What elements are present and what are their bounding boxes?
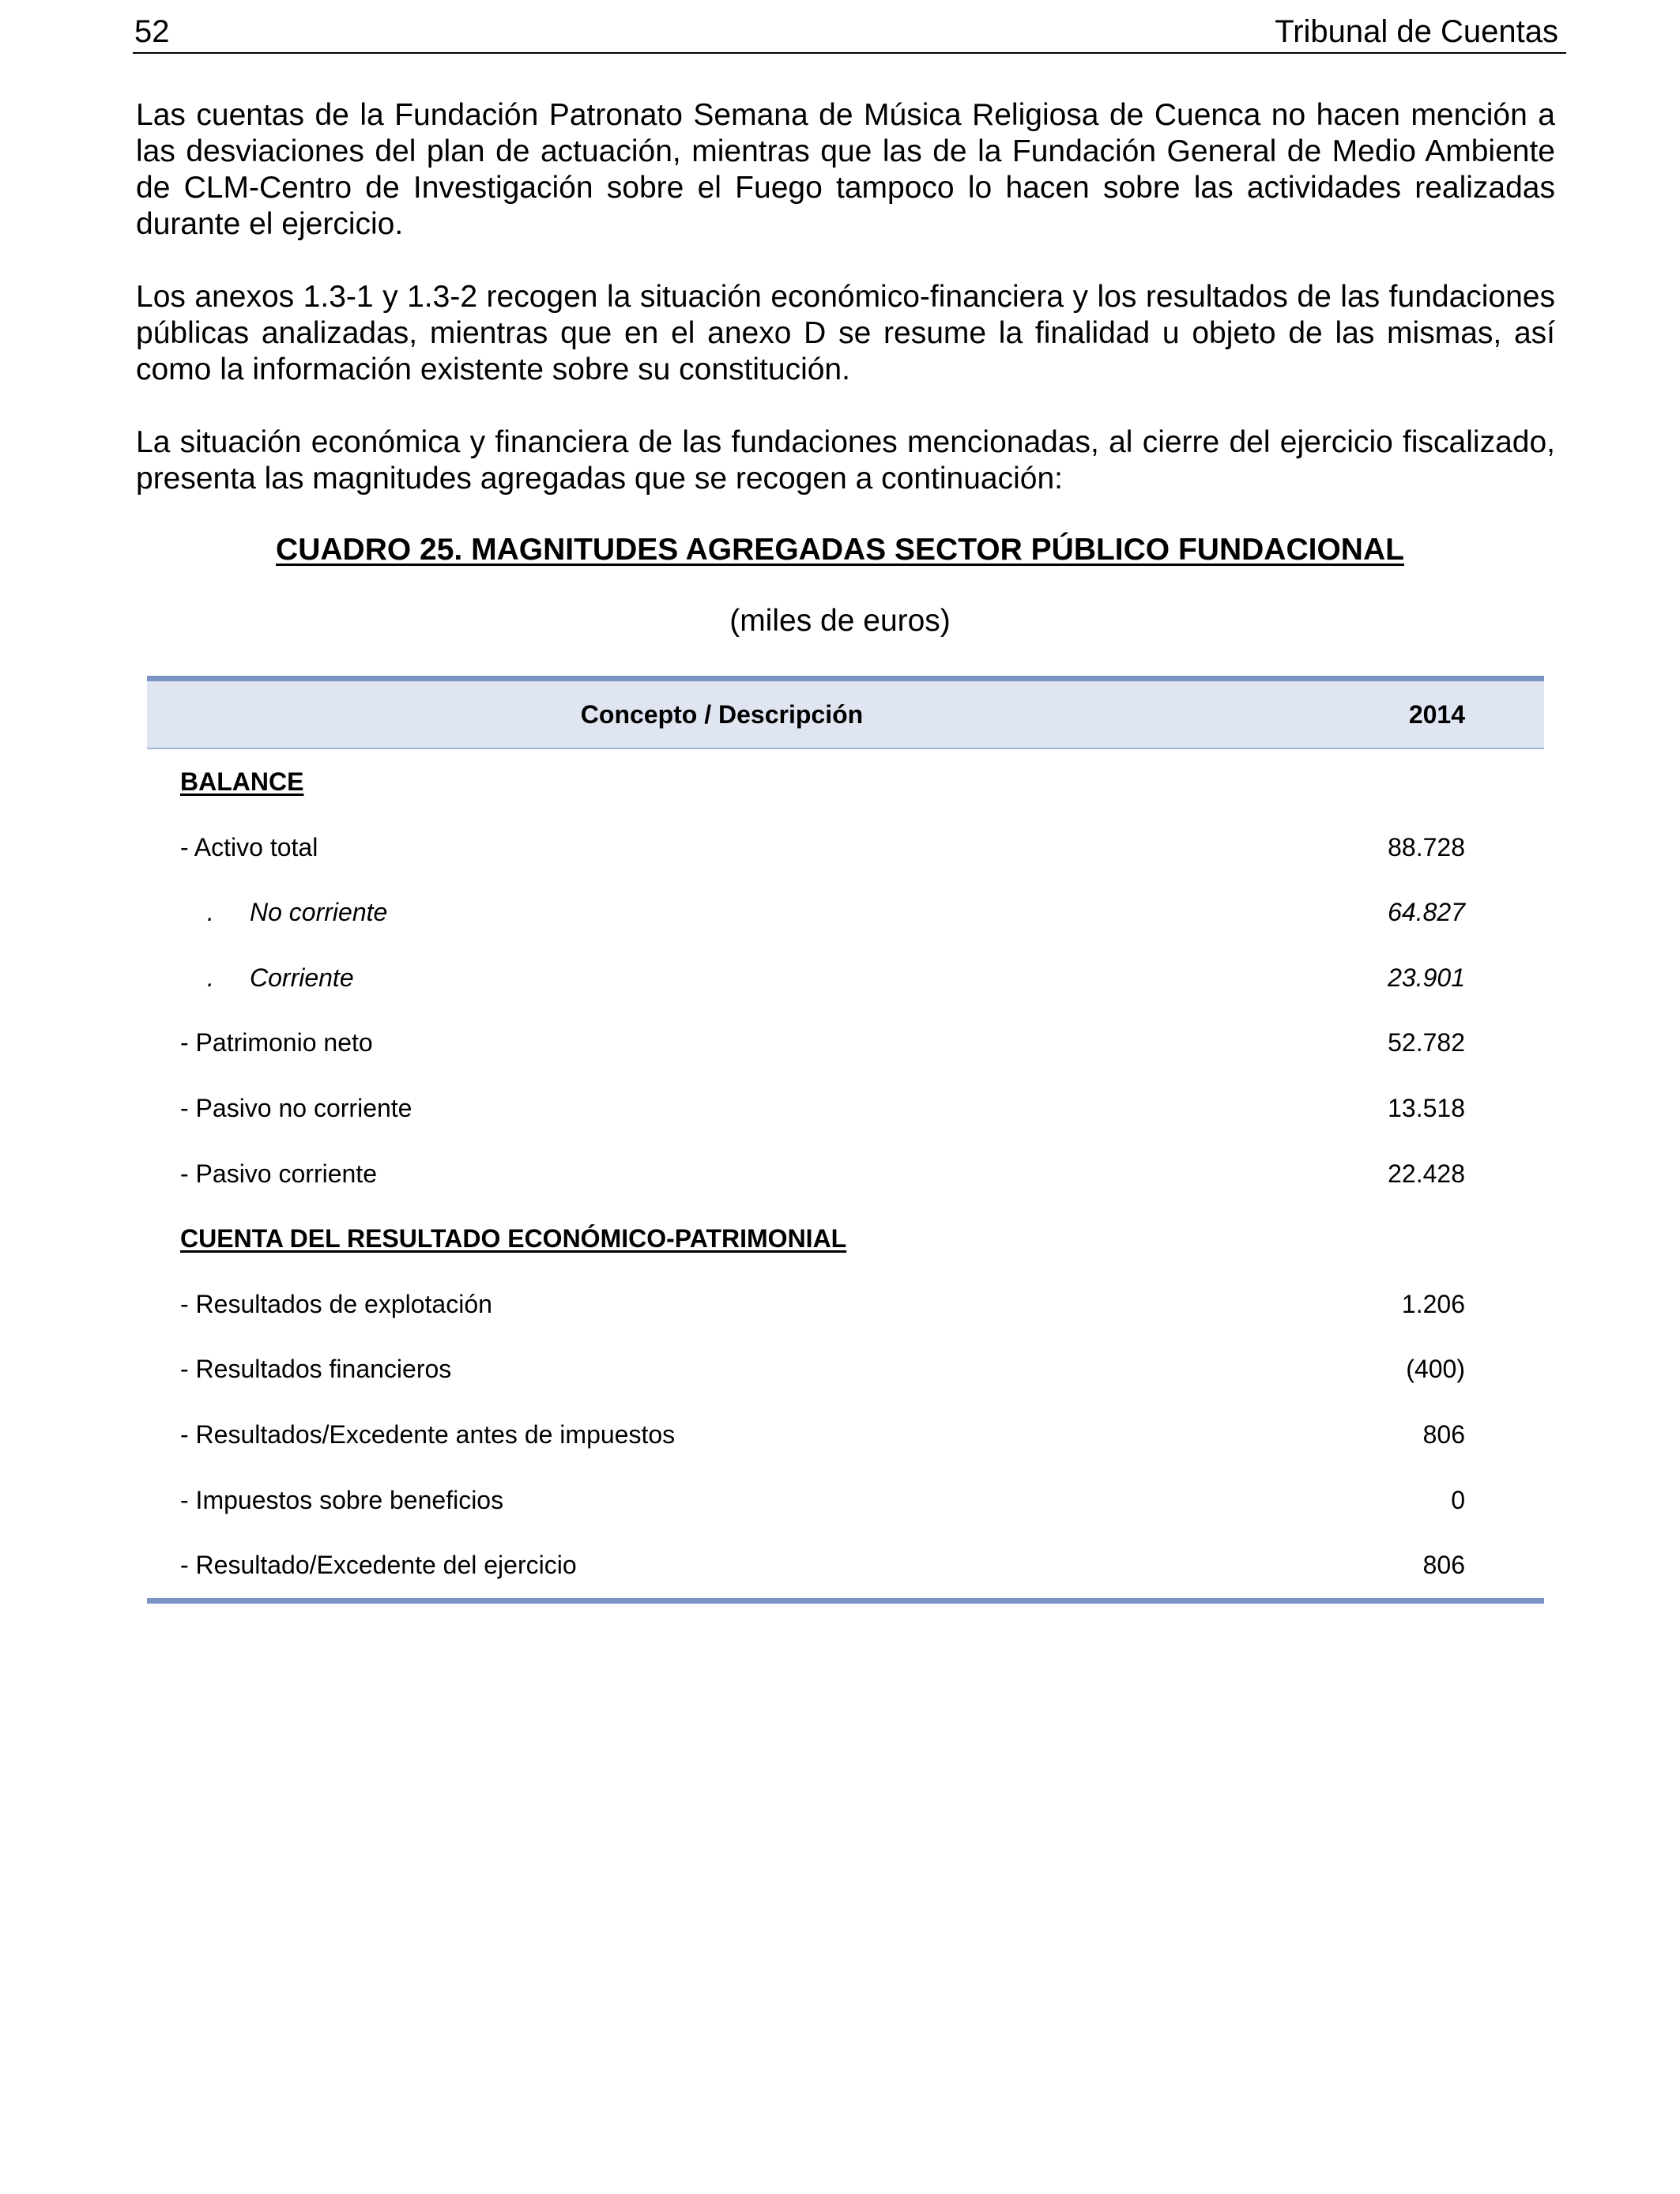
- paragraph-2: Los anexos 1.3-1 y 1.3-2 recogen la situación económico-financiera y los resultados de las fundaciones públicas analizadas, mientras que en el anexo D se resume la finalidad u objeto de las mismas, así como la información existente sobre su constitución.: [136, 280, 1555, 386]
- table-title: CUADRO 25. MAGNITUDES AGREGADAS SECTOR PÚBLICO FUNDACIONAL: [276, 533, 1404, 567]
- row-value: 1.206: [1401, 1289, 1465, 1318]
- table-row: [147, 1010, 1544, 1076]
- row-bullet: .: [207, 963, 214, 992]
- table-row: [147, 1402, 1544, 1468]
- row-value: 23.901: [1388, 963, 1465, 992]
- table-row: [147, 880, 1544, 945]
- column-header-concept: Concepto / Descripción: [580, 700, 864, 729]
- table-row: [147, 815, 1544, 880]
- row-label: - Resultados/Excedente antes de impuestos: [180, 1419, 676, 1449]
- paragraph-3: La situación económica y financiera de las fundaciones mencionadas, al cierre del ejercicio fiscalizado, presenta las magnitudes agregadas que se recogen a continuación:: [136, 425, 1555, 496]
- column-header-year: 2014: [1408, 700, 1465, 729]
- running-title: Tribunal de Cuentas: [1275, 14, 1558, 49]
- section-balance: [147, 749, 1544, 815]
- table-row: [147, 1141, 1544, 1207]
- row-value: 13.518: [1388, 1093, 1465, 1122]
- section-heading: CUENTA DEL RESULTADO ECONÓMICO-PATRIMONIAL: [180, 1224, 847, 1253]
- row-label: - Resultados financieros: [180, 1355, 452, 1384]
- table-row: [147, 1468, 1544, 1533]
- table-subtitle: (miles de euros): [729, 604, 951, 638]
- section-heading: BALANCE: [180, 767, 304, 796]
- table-row: [147, 1336, 1544, 1402]
- page-number: 52: [134, 14, 170, 49]
- table-row: [147, 945, 1544, 1011]
- row-label: - Impuestos sobre beneficios: [180, 1485, 504, 1514]
- row-value: 806: [1422, 1551, 1465, 1580]
- magnitudes-table: [147, 676, 1544, 1604]
- row-bullet: .: [207, 898, 214, 927]
- row-label: - Resultados de explotación: [180, 1289, 492, 1318]
- row-label: - Activo total: [180, 832, 318, 861]
- row-value: 88.728: [1388, 832, 1465, 861]
- row-label: - Pasivo no corriente: [180, 1093, 412, 1122]
- table-row: [147, 1076, 1544, 1141]
- row-label: No corriente: [250, 898, 388, 927]
- row-value: 22.428: [1388, 1159, 1465, 1188]
- row-value: (400): [1406, 1355, 1465, 1384]
- row-label: Corriente: [250, 963, 354, 992]
- paragraph-1: Las cuentas de la Fundación Patronato Semana de Música Religiosa de Cuenca no hacen mención a las desviaciones del plan de actuación, mientras que las de la Fundación General de Medio Ambiente de CLM-Centro de Investigación sobre el Fuego tampoco lo hacen sobre las actividades realizadas durante el ejercicio.: [136, 98, 1555, 241]
- row-label: - Resultado/Excedente del ejercicio: [180, 1551, 577, 1580]
- section-resultado: [147, 1206, 1544, 1272]
- table-row: [147, 1532, 1544, 1598]
- row-value: 52.782: [1388, 1028, 1465, 1057]
- table-header-row: [147, 681, 1544, 749]
- row-label: - Pasivo corriente: [180, 1159, 377, 1188]
- page-header: [133, 11, 1566, 54]
- row-value: 64.827: [1388, 898, 1465, 927]
- table-row: [147, 1272, 1544, 1337]
- row-label: - Patrimonio neto: [180, 1028, 373, 1057]
- row-value: 0: [1451, 1485, 1465, 1514]
- table-body: [147, 749, 1544, 1598]
- row-value: 806: [1422, 1419, 1465, 1449]
